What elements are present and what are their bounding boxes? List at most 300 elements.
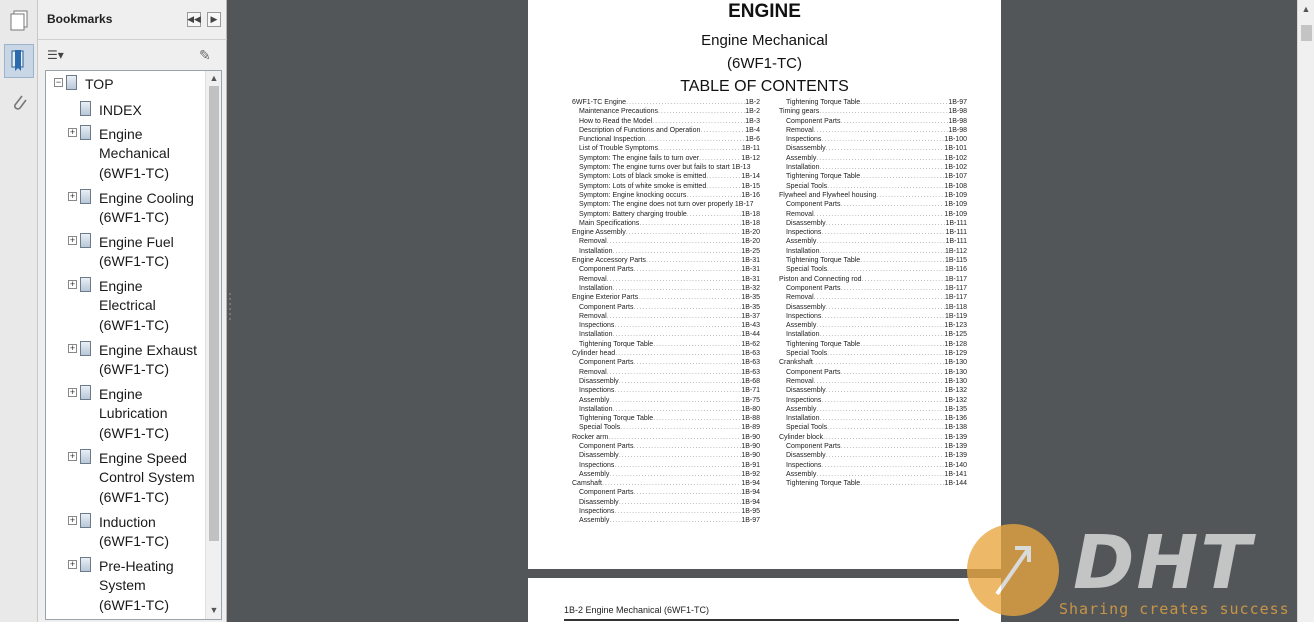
toc-entry[interactable] xyxy=(572,126,760,135)
toc-leader xyxy=(860,256,945,265)
toc-entry-page: 1B-92 xyxy=(741,470,760,478)
toc-entry-label: Tightening Torque Table xyxy=(786,257,861,265)
toc-entry-page: 1B-108 xyxy=(944,182,967,190)
toc-entry-page: 1B-111 xyxy=(945,229,967,237)
toc-entry[interactable] xyxy=(779,144,967,153)
toc-entry[interactable] xyxy=(572,117,760,126)
toc-entry-label: Inspections xyxy=(786,461,822,469)
toc-entry[interactable] xyxy=(572,256,760,265)
toc-entry-page: 1B-43 xyxy=(741,322,760,330)
toc-entry[interactable] xyxy=(572,321,760,330)
bookmarks-pane xyxy=(38,0,227,622)
toc-entry-label: Installation xyxy=(786,331,820,339)
toc-leader xyxy=(819,247,944,256)
toc-leader xyxy=(826,386,945,395)
toc-leader xyxy=(814,126,949,135)
toc-entry[interactable] xyxy=(572,312,760,321)
toc-entry[interactable] xyxy=(779,470,967,479)
toc-leader xyxy=(821,396,944,405)
toc-entry[interactable] xyxy=(572,423,760,432)
toc-entry-page: 1B-112 xyxy=(944,247,967,255)
watermark-brand: DHT xyxy=(1073,520,1253,606)
expand-toggle-icon[interactable]: + xyxy=(69,279,76,289)
toc-entry[interactable] xyxy=(779,182,967,191)
toc-entry[interactable] xyxy=(779,172,967,181)
toc-entry[interactable] xyxy=(572,377,760,386)
toc-entry-label: Symptom: Battery charging trouble xyxy=(579,210,687,218)
toc-entry-page: 1B-115 xyxy=(944,257,967,265)
toc-leader xyxy=(602,479,741,488)
toc-leader xyxy=(816,237,945,246)
bookmarks-title: Bookmarks xyxy=(47,12,113,26)
toc-entry-label: Disassembly xyxy=(786,452,826,460)
pane-splitter[interactable] xyxy=(228,290,232,330)
toc-entry-label: Engine Assembly xyxy=(572,229,626,237)
bookmark-icon xyxy=(80,277,91,292)
scroll-up-icon[interactable]: ▲ xyxy=(209,73,219,83)
toc-entry-label: Component Parts xyxy=(786,284,841,292)
collapse-pane-icon[interactable]: ◀◀ xyxy=(187,12,201,27)
toc-entry-label: Tightening Torque Table xyxy=(786,340,861,348)
toc-entry-label: Piston and Connecting rod xyxy=(779,275,862,283)
toc-entry-page: 1B-94 xyxy=(741,498,760,506)
toc-leader xyxy=(658,107,745,116)
toc-leader xyxy=(860,340,944,349)
toc-entry-label: Symptom: The engine turns over but fails to start 1B-13 xyxy=(579,164,751,172)
toc-entry-label: Installation xyxy=(579,284,613,292)
toc-leader xyxy=(687,210,742,219)
toc-leader xyxy=(619,377,742,386)
toc-entry[interactable] xyxy=(572,135,760,144)
options-menu-icon[interactable]: ☰▾ xyxy=(47,48,64,62)
toc-right-column xyxy=(779,98,967,488)
toc-entry[interactable] xyxy=(572,433,760,442)
toc-entry-label: Symptom: The engine does not turn over properly 1B-17 xyxy=(579,201,754,209)
toc-leader xyxy=(614,461,741,470)
toc-leader xyxy=(816,154,944,163)
toc-entry-label: Assembly xyxy=(579,470,610,478)
toc-entry-label: Inspections xyxy=(579,322,615,330)
toc-entry[interactable] xyxy=(779,451,967,460)
toc-entry[interactable] xyxy=(779,340,967,349)
bookmarks-panel-icon[interactable] xyxy=(4,44,34,78)
toc-entry[interactable] xyxy=(572,405,760,414)
toc-leader xyxy=(638,293,741,302)
toc-leader xyxy=(821,135,944,144)
toc-entry[interactable] xyxy=(779,321,967,330)
toc-entry-label: Symptom: Lots of black smoke is emitted xyxy=(579,173,707,181)
toc-entry-page: 1B-102 xyxy=(944,164,967,172)
document-page-2 xyxy=(528,578,1001,622)
toc-entry-page: 1B-63 xyxy=(741,368,760,376)
toc-entry-page: 1B-144 xyxy=(944,480,967,488)
toc-entry[interactable] xyxy=(779,191,967,200)
toc-entry[interactable] xyxy=(779,163,967,172)
toc-entry-label: Assembly xyxy=(786,405,817,413)
page2-rule xyxy=(564,619,959,621)
toc-entry[interactable] xyxy=(572,163,760,172)
toc-entry[interactable] xyxy=(779,210,967,219)
toc-entry-page: 1B-71 xyxy=(741,387,760,395)
toc-entry[interactable] xyxy=(572,284,760,293)
toc-entry[interactable] xyxy=(779,126,967,135)
toc-entry-label: Special Tools xyxy=(786,266,828,274)
toc-entry-page: 1B-98 xyxy=(948,117,967,125)
toc-entry-page: 1B-138 xyxy=(944,424,967,432)
toc-entry[interactable] xyxy=(779,98,967,107)
toc-entry[interactable] xyxy=(572,265,760,274)
toc-entry[interactable] xyxy=(779,107,967,116)
toc-leader xyxy=(612,284,741,293)
toc-entry-page: 1B-132 xyxy=(944,396,967,404)
toc-leader xyxy=(819,107,948,116)
toc-entry[interactable] xyxy=(572,172,760,181)
toc-entry-label: Tightening Torque Table xyxy=(786,99,861,106)
toc-entry[interactable] xyxy=(572,479,760,488)
toc-entry-page: 1B-75 xyxy=(741,396,760,404)
toc-leader xyxy=(633,442,741,451)
expand-toggle-icon[interactable]: + xyxy=(69,191,76,201)
toc-entry-label: Assembly xyxy=(579,517,610,525)
toc-entry-page: 1B-102 xyxy=(944,154,967,162)
toc-entry[interactable] xyxy=(572,144,760,153)
toc-entry-label: How to Read the Model xyxy=(579,117,653,125)
toc-entry[interactable] xyxy=(779,358,967,367)
toc-entry-page: 1B-6 xyxy=(745,136,760,144)
toc-entry-label: Special Tools xyxy=(786,350,828,358)
toc-entry-page: 1B-107 xyxy=(944,173,967,181)
expand-toggle-icon[interactable]: + xyxy=(69,515,76,525)
toc-entry[interactable] xyxy=(572,349,760,358)
toc-entry-page: 1B-116 xyxy=(944,266,967,274)
toc-entry[interactable] xyxy=(572,200,760,209)
toc-entry[interactable] xyxy=(779,219,967,228)
toc-entry-label: Disassembly xyxy=(579,498,619,506)
toc-entry[interactable] xyxy=(779,442,967,451)
toc-entry[interactable] xyxy=(779,368,967,377)
expand-toggle-icon[interactable]: + xyxy=(69,451,76,461)
bookmark-icon xyxy=(80,101,91,116)
toc-entry[interactable] xyxy=(572,98,760,107)
toc-entry-label: Tightening Torque Table xyxy=(579,340,654,348)
toc-leader xyxy=(612,405,741,414)
toc-entry[interactable] xyxy=(572,442,760,451)
toc-entry-label: Timing gears xyxy=(779,108,820,116)
toc-leader xyxy=(639,219,741,228)
toc-entry[interactable] xyxy=(779,256,967,265)
toc-entry-page: 1B-140 xyxy=(944,461,967,469)
toc-leader xyxy=(826,144,945,153)
toc-left-column xyxy=(572,98,760,526)
toc-leader xyxy=(658,144,742,153)
toc-entry[interactable] xyxy=(572,237,760,246)
toc-leader xyxy=(821,228,945,237)
toc-leader xyxy=(821,312,945,321)
toc-leader xyxy=(860,479,944,488)
toc-leader xyxy=(612,247,741,256)
toc-entry[interactable] xyxy=(572,219,760,228)
toc-leader xyxy=(816,321,944,330)
toc-entry[interactable] xyxy=(572,507,760,516)
toc-entry-label: Maintenance Precautions xyxy=(579,108,658,116)
toc-entry-page: 1B-117 xyxy=(944,284,967,292)
collapse-toggle-icon[interactable]: − xyxy=(55,77,62,87)
toc-entry[interactable] xyxy=(779,117,967,126)
toc-entry-page: 1B-90 xyxy=(741,433,760,441)
toc-entry-label: Disassembly xyxy=(786,219,826,227)
toc-entry-page: 1B-135 xyxy=(944,405,967,413)
toc-entry-page: 1B-98 xyxy=(948,108,967,116)
toc-entry[interactable] xyxy=(779,330,967,339)
expand-toggle-icon[interactable]: + xyxy=(69,559,76,569)
toc-entry-page: 1B-141 xyxy=(944,470,967,478)
toc-entry-label: Removal xyxy=(786,126,814,134)
toc-entry[interactable] xyxy=(572,107,760,116)
toc-entry-page: 1B-44 xyxy=(741,331,760,339)
toc-entry-page: 1B-109 xyxy=(944,201,967,209)
expand-toggle-icon[interactable]: + xyxy=(69,235,76,245)
bookmark-label: INDEX xyxy=(99,102,142,118)
toc-entry[interactable] xyxy=(572,470,760,479)
toc-leader xyxy=(653,340,741,349)
toc-entry-label: Removal xyxy=(786,210,814,218)
toc-entry[interactable] xyxy=(572,191,760,200)
page-title: ENGINE xyxy=(728,1,801,22)
toc-entry-page: 1B-18 xyxy=(741,210,760,218)
toc-entry-page: 1B-94 xyxy=(741,480,760,488)
toc-entry[interactable] xyxy=(572,396,760,405)
doc-scroll-up-icon[interactable]: ▲ xyxy=(1301,4,1311,14)
bookmark-label: Engine Lubrication (6WF1-TC) xyxy=(99,386,169,441)
toc-entry[interactable] xyxy=(572,516,760,525)
bookmark-icon xyxy=(80,557,91,572)
toc-leader xyxy=(827,265,945,274)
page-thumbnails-icon[interactable] xyxy=(4,4,34,38)
bookmark-tree[interactable] xyxy=(45,70,222,620)
bookmark-label: Engine Cooling (6WF1-TC) xyxy=(99,190,194,226)
expand-toggle-icon[interactable]: + xyxy=(69,127,76,137)
toc-entry[interactable] xyxy=(572,358,760,367)
expand-toggle-icon[interactable]: + xyxy=(69,387,76,397)
navigation-rail xyxy=(0,0,38,622)
toc-entry[interactable] xyxy=(779,461,967,470)
toc-leader xyxy=(686,191,741,200)
delete-bookmark-icon[interactable]: ✎ xyxy=(199,47,211,63)
toc-entry[interactable] xyxy=(572,303,760,312)
expand-pane-icon[interactable]: ▶ xyxy=(207,12,221,27)
toc-entry-page: 1B-14 xyxy=(741,173,760,181)
toc-entry-page: 1B-15 xyxy=(741,182,760,190)
toc-entry-page: 1B-136 xyxy=(944,415,967,423)
toc-leader xyxy=(615,349,741,358)
scroll-down-icon[interactable]: ▼ xyxy=(209,605,219,615)
bookmark-label: Induction (6WF1-TC) xyxy=(99,514,169,550)
toc-entry-label: Special Tools xyxy=(786,182,828,190)
toc-entry-label: Inspections xyxy=(786,396,822,404)
toc-entry[interactable] xyxy=(779,247,967,256)
toc-entry-label: Special Tools xyxy=(786,424,828,432)
toc-heading: TABLE OF CONTENTS xyxy=(680,78,849,95)
toc-entry-label: Installation xyxy=(786,164,820,172)
toc-leader xyxy=(626,228,742,237)
toc-entry[interactable] xyxy=(572,386,760,395)
toc-entry-label: Removal xyxy=(579,275,607,283)
toc-entry-label: Flywheel and Flywheel housing xyxy=(779,191,877,199)
toc-entry-page: 1B-97 xyxy=(741,517,760,525)
toc-entry[interactable] xyxy=(779,312,967,321)
toc-entry[interactable] xyxy=(779,349,967,358)
toc-entry-page: 1B-98 xyxy=(948,126,967,134)
toc-entry[interactable] xyxy=(779,237,967,246)
toc-entry[interactable] xyxy=(572,228,760,237)
toc-entry[interactable] xyxy=(572,461,760,470)
toc-entry[interactable] xyxy=(779,423,967,432)
toc-entry-page: 1B-31 xyxy=(741,266,760,274)
toc-entry[interactable] xyxy=(779,433,967,442)
toc-entry-label: Inspections xyxy=(786,312,822,320)
toc-entry[interactable] xyxy=(779,265,967,274)
toc-entry[interactable] xyxy=(779,200,967,209)
toc-entry-label: Component Parts xyxy=(579,359,634,367)
toc-leader xyxy=(607,237,742,246)
toc-entry-label: Inspections xyxy=(786,136,822,144)
toc-entry[interactable] xyxy=(572,498,760,507)
scroll-thumb[interactable] xyxy=(209,86,219,541)
toc-leader xyxy=(862,275,945,284)
toc-entry[interactable] xyxy=(572,247,760,256)
toc-entry-label: Removal xyxy=(579,312,607,320)
toc-entry-page: 1B-132 xyxy=(944,387,967,395)
toc-entry[interactable] xyxy=(572,414,760,423)
toc-entry-label: Installation xyxy=(786,415,820,423)
toc-entry[interactable] xyxy=(779,405,967,414)
toc-leader xyxy=(609,516,741,525)
toc-entry-label: Installation xyxy=(579,331,613,339)
bookmark-icon xyxy=(80,341,91,356)
bookmark-label: Engine Electrical (6WF1-TC) xyxy=(99,278,169,333)
toc-entry-page: 1B-68 xyxy=(741,377,760,385)
toc-entry-page: 1B-80 xyxy=(741,405,760,413)
toc-entry[interactable] xyxy=(779,414,967,423)
bookmark-icon xyxy=(80,449,91,464)
toc-entry-page: 1B-97 xyxy=(948,99,967,106)
toc-leader xyxy=(876,191,944,200)
bookmark-icon xyxy=(80,233,91,248)
toc-entry[interactable] xyxy=(572,275,760,284)
toc-entry-page: 1B-88 xyxy=(741,415,760,423)
toc-entry[interactable] xyxy=(779,479,967,488)
toc-entry[interactable] xyxy=(779,284,967,293)
toc-leader xyxy=(814,210,945,219)
toc-entry[interactable] xyxy=(779,377,967,386)
toc-entry-label: Installation xyxy=(579,405,613,413)
toc-entry-label: Cylinder block xyxy=(779,433,823,441)
toc-entry-page: 1B-95 xyxy=(741,508,760,516)
toc-leader xyxy=(609,396,741,405)
toc-leader xyxy=(645,135,745,144)
toc-entry-label: Symptom: Lots of white smoke is emitted xyxy=(579,182,707,190)
toc-entry-page: 1B-25 xyxy=(741,247,760,255)
toc-entry[interactable] xyxy=(779,303,967,312)
toc-leader xyxy=(816,405,944,414)
toc-entry-page: 1B-91 xyxy=(741,461,760,469)
toc-entry-page: 1B-20 xyxy=(741,229,760,237)
toc-entry-page: 1B-62 xyxy=(741,340,760,348)
toc-entry-label: Tightening Torque Table xyxy=(579,415,654,423)
toc-entry-label: Inspections xyxy=(786,229,822,237)
toc-leader xyxy=(653,414,741,423)
toc-entry[interactable] xyxy=(572,368,760,377)
toc-leader xyxy=(607,368,742,377)
doc-scroll-thumb[interactable] xyxy=(1301,25,1312,41)
toc-leader xyxy=(614,321,741,330)
toc-entry[interactable] xyxy=(572,340,760,349)
toc-entry-page: 1B-139 xyxy=(944,433,967,441)
toc-leader xyxy=(840,284,944,293)
toc-entry-page: 1B-32 xyxy=(741,284,760,292)
toc-entry[interactable] xyxy=(572,451,760,460)
toc-entry-label: Component Parts xyxy=(579,303,634,311)
toc-entry-page: 1B-4 xyxy=(745,126,760,134)
attachments-icon[interactable] xyxy=(4,86,34,120)
toc-entry-page: 1B-63 xyxy=(741,350,760,358)
toc-entry-label: Assembly xyxy=(786,470,817,478)
toc-entry-page: 1B-12 xyxy=(741,154,760,162)
toc-entry[interactable] xyxy=(779,293,967,302)
toc-leader xyxy=(619,498,742,507)
bookmark-tree-scrollbar[interactable] xyxy=(205,71,221,619)
toc-entry[interactable] xyxy=(779,228,967,237)
toc-leader xyxy=(633,265,741,274)
toc-leader xyxy=(706,182,741,191)
toc-entry[interactable] xyxy=(779,386,967,395)
toc-leader xyxy=(816,470,944,479)
toc-entry[interactable] xyxy=(572,154,760,163)
toc-leader xyxy=(813,358,945,367)
page-model: (6WF1-TC) xyxy=(727,55,802,72)
toc-entry[interactable] xyxy=(779,396,967,405)
toc-entry-page: 1B-90 xyxy=(741,452,760,460)
toc-entry[interactable] xyxy=(779,275,967,284)
toc-entry-label: Rocker arm xyxy=(572,433,609,441)
toc-leader xyxy=(840,442,944,451)
toc-entry-page: 1B-3 xyxy=(745,117,760,125)
toc-leader xyxy=(826,219,946,228)
toc-leader xyxy=(814,377,945,386)
toc-entry[interactable] xyxy=(779,135,967,144)
toc-leader xyxy=(614,386,741,395)
toc-entry-label: Tightening Torque Table xyxy=(786,480,861,488)
toc-entry[interactable] xyxy=(572,210,760,219)
toc-leader xyxy=(609,470,741,479)
toc-leader xyxy=(646,256,741,265)
toc-entry-label: Installation xyxy=(786,247,820,255)
toc-entry[interactable] xyxy=(572,182,760,191)
toc-entry-label: Component Parts xyxy=(786,117,841,125)
toc-entry-page: 1B-2 xyxy=(745,108,760,116)
toc-entry[interactable] xyxy=(572,293,760,302)
toc-entry-page: 1B-18 xyxy=(741,219,760,227)
toc-entry[interactable] xyxy=(779,154,967,163)
toc-entry-label: Disassembly xyxy=(579,452,619,460)
toc-entry-page: 1B-89 xyxy=(741,424,760,432)
toc-entry-label: Inspections xyxy=(579,508,615,516)
toc-entry-page: 1B-128 xyxy=(944,340,967,348)
toc-entry[interactable] xyxy=(572,330,760,339)
toc-leader xyxy=(826,303,945,312)
toc-entry[interactable] xyxy=(572,488,760,497)
expand-toggle-icon[interactable]: + xyxy=(69,343,76,353)
